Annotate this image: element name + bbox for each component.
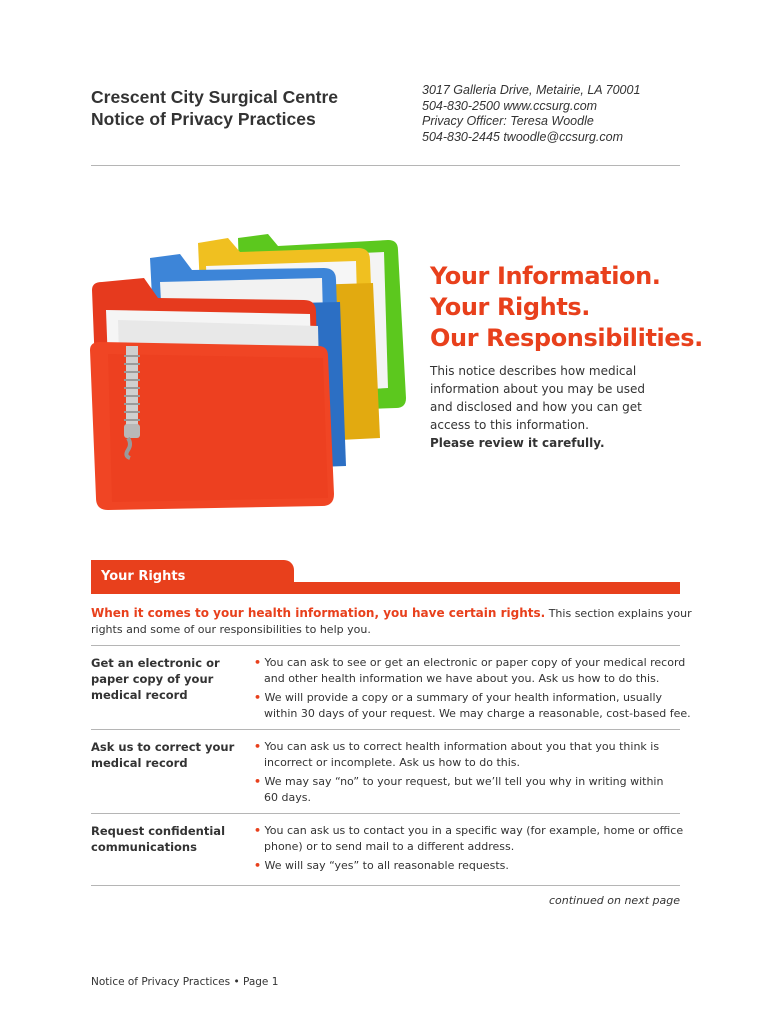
- intro-line: This notice describes how medical: [430, 364, 637, 378]
- intro-line: information about you may be used: [430, 382, 646, 396]
- officer-contact: 504-830-2445 twoodle@ccsurg.com: [422, 129, 623, 144]
- headline-line-3: Our Responsibilities.: [430, 324, 703, 352]
- bullet-dot-icon: •: [254, 656, 262, 669]
- row-label-electronic-copy: [91, 655, 220, 703]
- lead-line-1: [91, 605, 692, 622]
- label-line: medical record: [91, 756, 188, 770]
- label-line: Request confidential: [91, 824, 226, 838]
- section-title: Your Rights: [101, 569, 186, 584]
- label-line: Ask us to correct your: [91, 740, 235, 754]
- header-divider: [91, 165, 680, 166]
- bullet-dot-icon: •: [254, 740, 262, 753]
- label-line: Get an electronic or: [91, 656, 220, 670]
- bullet-text: incorrect or incomplete. Ask us how to do this.: [264, 756, 521, 769]
- privacy-officer: Privacy Officer: Teresa Woodle: [422, 114, 594, 128]
- bullet-item: [254, 858, 684, 874]
- label-line: paper copy of your: [91, 672, 214, 686]
- row-divider: [91, 813, 680, 814]
- row-divider: [91, 645, 680, 646]
- bullet-dot-icon: •: [254, 691, 262, 704]
- bullet-text: within 30 days of your request. We may charge a reasonable, cost-based fee.: [264, 707, 691, 720]
- bullet-dot-icon: •: [254, 859, 262, 872]
- file-folders-illustration: [88, 228, 423, 513]
- bullet-item: [254, 655, 684, 687]
- bullet-text: phone) or to send mail to a different address.: [264, 840, 515, 853]
- page-footer: Notice of Privacy Practices • Page 1: [91, 976, 279, 988]
- intro-line: and disclosed and how you can get: [430, 400, 642, 414]
- bullet-text: We will say “yes” to all reasonable requests.: [264, 859, 509, 872]
- headline-line-2: Your Rights.: [430, 293, 590, 321]
- bullet-item: [254, 690, 691, 722]
- lead-emphasis: When it comes to your health information, you have certain rights.: [91, 606, 546, 620]
- bullet-text: and other health information we have about you. Ask us how to do this.: [264, 672, 660, 685]
- bullet-item: [254, 739, 684, 771]
- bullet-text: We may say “no” to your request, but we’ll tell you why in writing within: [264, 775, 664, 788]
- bullet-dot-icon: •: [254, 824, 262, 837]
- row-label-correct-record: [91, 739, 234, 771]
- lead-line-2: rights and some of our responsibilities to help you.: [91, 623, 371, 636]
- bullet-text: You can ask to see or get an electronic or paper copy of your medical record: [264, 656, 686, 669]
- intro-text: [430, 362, 680, 452]
- bullet-text: You can ask us to correct health information about you that you think is: [264, 740, 660, 753]
- notice-title: Notice of Privacy Practices: [91, 109, 316, 129]
- row-divider: [91, 729, 680, 730]
- section-lead: [91, 605, 692, 638]
- lead-rest: This section explains your: [545, 607, 692, 620]
- row-divider: [91, 885, 680, 886]
- contact-block: [422, 83, 640, 145]
- header-title-block: [91, 86, 338, 130]
- label-line: communications: [91, 840, 197, 854]
- headline: [430, 261, 703, 354]
- bullet-dot-icon: •: [254, 775, 262, 788]
- intro-line: access to this information.: [430, 418, 589, 432]
- row-label-confidential-communications: [91, 823, 225, 855]
- bullet-item: [254, 823, 684, 855]
- address: 3017 Galleria Drive, Metairie, LA 70001: [422, 83, 641, 97]
- bullet-item: [254, 774, 684, 806]
- headline-line-1: Your Information.: [430, 262, 661, 290]
- bullet-text: 60 days.: [264, 791, 311, 804]
- review-carefully: Please review it carefully.: [430, 436, 605, 450]
- continued-note: continued on next page: [548, 894, 680, 907]
- bullet-text: You can ask us to contact you in a specific way (for example, home or office: [264, 824, 684, 837]
- org-name: Crescent City Surgical Centre: [91, 87, 339, 107]
- bullet-text: We will provide a copy or a summary of your health information, usually: [264, 691, 663, 704]
- label-line: medical record: [91, 688, 188, 702]
- phone-website: 504-830-2500 www.ccsurg.com: [422, 98, 598, 113]
